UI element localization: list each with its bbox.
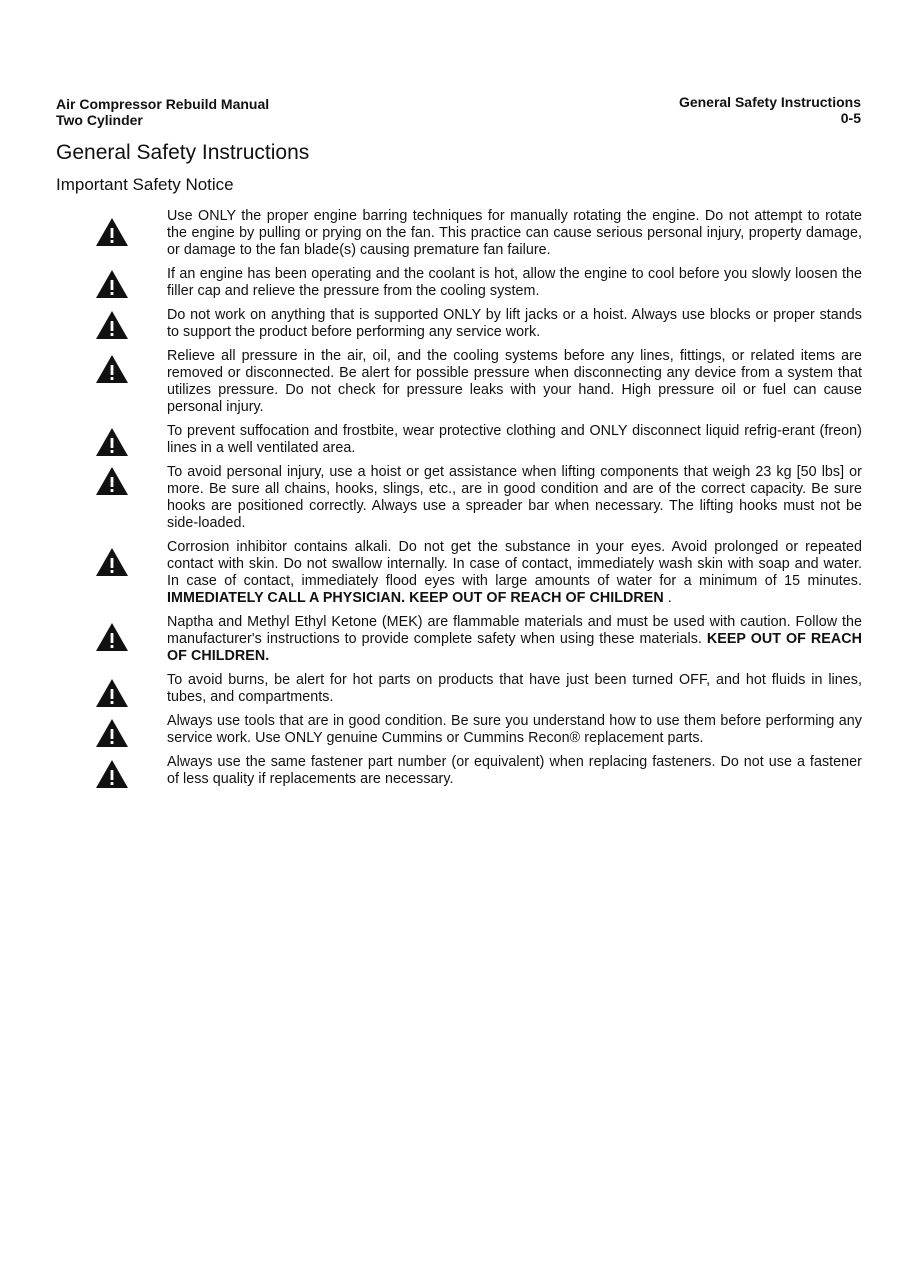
notice-text: Do not work on anything that is supported ONLY by lift jacks or a hoist. Always use blocks or proper stands to support the product before performing any service work.	[167, 307, 862, 340]
notice-text: If an engine has been operating and the coolant is hot, allow the engine to cool before you slowly loosen the filler cap and relieve the pressure from the cooling system.	[167, 266, 862, 299]
safety-notice	[0, 307, 909, 341]
notice-text: Corrosion inhibitor contains alkali. Do not get the substance in your eyes. Avoid prolonged or repeated contact with skin. Do not swallow internally. In case of contact, immediately wash skin with soap and water. In case of contact, immediately flood eyes with large amounts of water for a minimum of 15 minutes. IMMEDIATELY CALL A PHYSICIAN. KEEP OUT OF REACH OF CHILDREN .	[167, 539, 862, 606]
warning-triangle-icon	[95, 678, 129, 708]
safety-notice	[0, 266, 909, 300]
warning-triangle-icon	[95, 718, 129, 748]
notice-text: To prevent suffocation and frostbite, wear protective clothing and ONLY disconnect liquid refrig-erant (freon) lines in a well ventilated area.	[167, 423, 862, 456]
safety-notice	[0, 348, 909, 416]
notice-text: To avoid burns, be alert for hot parts on products that have just been turned OFF, and hot fluids in lines, tubes, and compartments.	[167, 672, 862, 705]
warning-triangle-icon	[95, 269, 129, 299]
document-header-right	[679, 94, 861, 126]
section-name: General Safety Instructions	[678, 94, 861, 110]
notice-text: Use ONLY the proper engine barring techniques for manually rotating the engine. Do not attempt to rotate the engine by pulling or prying on the fan. This practice can cause serious personal injury, property damage, or damage to the fan blade(s) causing premature fan failure.	[167, 208, 862, 258]
notice-text: Always use tools that are in good condition. Be sure you understand how to use them before performing any service work. Use ONLY genuine Cummins or Cummins Recon® replacement parts.	[167, 713, 862, 746]
safety-notice	[0, 208, 909, 259]
safety-notice-list	[0, 208, 909, 795]
warning-triangle-icon	[95, 427, 129, 457]
manual-subtitle: Two Cylinder	[56, 112, 143, 128]
document-header-left	[56, 96, 269, 128]
warning-triangle-icon	[95, 217, 129, 247]
notice-text: Relieve all pressure in the air, oil, and the cooling systems before any lines, fittings, or related items are removed or disconnected. Be alert for possible pressure when disconnecting any device from a system that utilizes pressure. Do not check for pressure leaks with your hand. High pressure oil or fuel can cause personal injury.	[167, 348, 862, 415]
safety-notice	[0, 539, 909, 607]
warning-triangle-icon	[95, 466, 129, 496]
notice-text: Always use the same fastener part number (or equivalent) when replacing fasteners. Do not use a fastener of less quality if replacements are necessary.	[167, 754, 862, 787]
warning-triangle-icon	[95, 310, 129, 340]
notice-text: Naptha and Methyl Ethyl Ketone (MEK) are flammable materials and must be used with caution. Follow the manufacturer's instructions to provide complete safety when using these materials. KEEP OUT OF REACH OF CHILDREN.	[167, 614, 862, 664]
page-title: General Safety Instructions	[56, 141, 310, 164]
safety-notice	[0, 423, 909, 457]
warning-triangle-icon	[95, 354, 129, 384]
safety-notice	[0, 464, 909, 532]
safety-notice	[0, 672, 909, 706]
notice-emphasis: KEEP OUT OF REACH OF CHILDREN.	[167, 631, 862, 664]
warning-triangle-icon	[95, 759, 129, 789]
safety-notice	[0, 713, 909, 747]
safety-notice	[0, 614, 909, 665]
warning-triangle-icon	[95, 622, 129, 652]
notice-text: To avoid personal injury, use a hoist or get assistance when lifting components that weigh 23 kg [50 lbs] or more. Be sure all chains, hooks, slings, etc., are in good condition and are of the correct capacity. Be sure hooks are positioned correctly. Always use a spreader bar when necessary. The lifting hooks must not be side-loaded.	[167, 464, 862, 531]
section-title: Important Safety Notice	[56, 175, 234, 194]
warning-triangle-icon	[95, 547, 129, 577]
notice-emphasis: IMMEDIATELY CALL A PHYSICIAN. KEEP OUT OF REACH OF CHILDREN	[167, 590, 664, 606]
safety-notice	[0, 754, 909, 788]
manual-title: Air Compressor Rebuild Manual	[56, 96, 270, 112]
page-number: 0-5	[840, 110, 861, 126]
